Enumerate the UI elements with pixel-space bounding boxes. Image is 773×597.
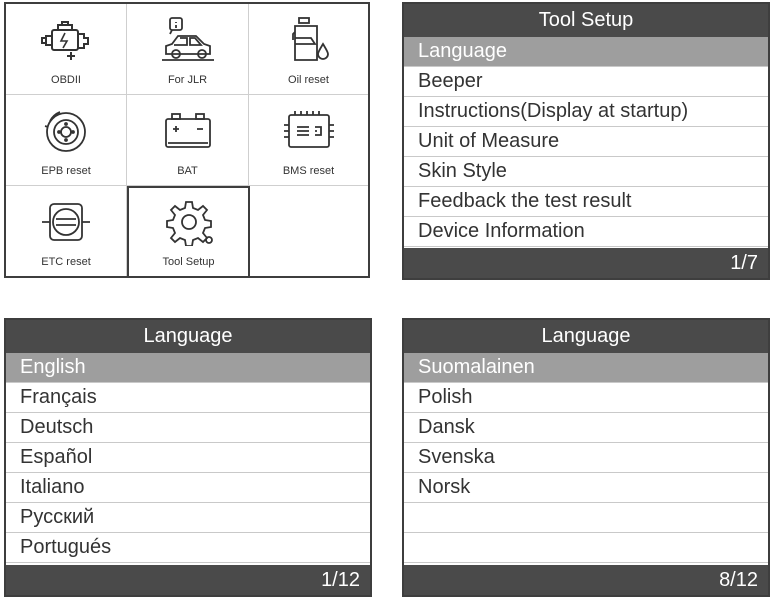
language-screen-page-1 xyxy=(4,318,372,597)
language-option[interactable]: Español xyxy=(6,443,370,473)
tile-label: Tool Setup xyxy=(162,256,215,268)
language-option[interactable]: Portugués xyxy=(6,533,370,563)
menu-item-unit-of-measure[interactable]: Unit of Measure xyxy=(404,127,768,157)
menu-item-skin-style[interactable]: Skin Style xyxy=(404,157,768,187)
tile-bms-reset[interactable] xyxy=(249,95,368,186)
language-option[interactable]: Français xyxy=(6,383,370,413)
bms-icon xyxy=(281,107,337,155)
language-option[interactable]: Svenska xyxy=(404,443,768,473)
menu-item-device-information[interactable]: Device Information xyxy=(404,217,768,247)
tile-epb-reset[interactable] xyxy=(6,95,127,186)
menu-item-language[interactable]: Language xyxy=(404,37,768,67)
empty-row xyxy=(404,533,768,563)
empty-row xyxy=(404,503,768,533)
language-option[interactable]: Norsk xyxy=(404,473,768,503)
menu-item-feedback[interactable]: Feedback the test result xyxy=(404,187,768,217)
language-screen-page-8 xyxy=(402,318,770,597)
tile-tool-setup[interactable] xyxy=(127,186,250,278)
tile-bat[interactable] xyxy=(127,95,249,186)
tile-obdii[interactable] xyxy=(6,4,127,95)
tile-label: OBDII xyxy=(51,74,81,86)
language-option[interactable]: Suomalainen xyxy=(404,353,768,383)
language-option[interactable]: Italiano xyxy=(6,473,370,503)
throttle-icon xyxy=(38,198,94,246)
menu-item-beeper[interactable]: Beeper xyxy=(404,67,768,97)
battery-icon xyxy=(160,107,216,155)
language-option[interactable]: English xyxy=(6,353,370,383)
tile-label: EPB reset xyxy=(41,165,91,177)
function-grid xyxy=(4,2,370,278)
language-option[interactable]: Dansk xyxy=(404,413,768,443)
page-indicator: 1/12 xyxy=(6,565,370,595)
tile-label: BMS reset xyxy=(282,165,335,177)
tile-for-jlr[interactable] xyxy=(127,4,249,95)
tile-etc-reset[interactable] xyxy=(6,186,127,276)
language-option[interactable]: Русский xyxy=(6,503,370,533)
tool-setup-screen xyxy=(402,2,770,280)
engine-icon xyxy=(38,16,94,64)
language-option[interactable]: Polish xyxy=(404,383,768,413)
language-option[interactable]: Deutsch xyxy=(6,413,370,443)
car-info-icon xyxy=(160,16,216,64)
tile-label: ETC reset xyxy=(41,256,91,268)
gear-icon xyxy=(161,198,217,246)
tile-oil-reset[interactable] xyxy=(249,4,368,95)
tile-label: BAT xyxy=(177,165,198,177)
tile-label: Oil reset xyxy=(288,74,329,86)
page-indicator: 1/7 xyxy=(404,248,768,278)
screen-title: Language xyxy=(404,320,768,353)
screen-title: Language xyxy=(6,320,370,353)
screen-title: Tool Setup xyxy=(404,4,768,37)
tile-label: For JLR xyxy=(167,74,208,86)
brake-disc-icon xyxy=(38,107,94,155)
oil-can-icon xyxy=(281,16,337,64)
page-indicator: 8/12 xyxy=(404,565,768,595)
menu-item-instructions[interactable]: Instructions(Display at startup) xyxy=(404,97,768,127)
